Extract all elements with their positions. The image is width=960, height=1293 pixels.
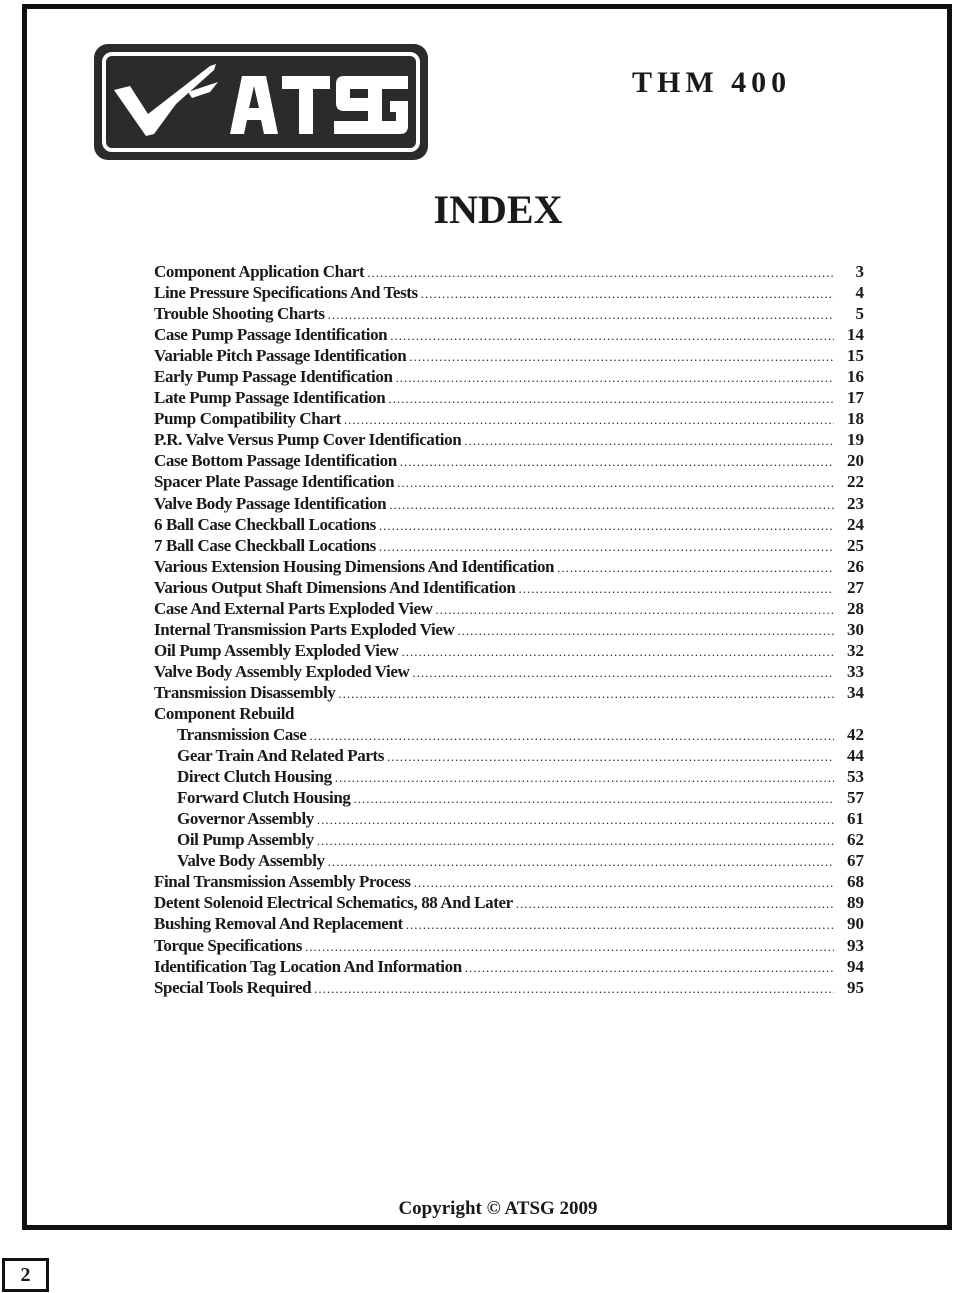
toc-entry-title: Case And External Parts Exploded View [154, 598, 433, 618]
toc-entry-page: 28 [847, 598, 864, 618]
toc-entry[interactable] [154, 829, 864, 850]
toc-entry-title: Detent Solenoid Electrical Schematics, 88 And Later [154, 893, 513, 913]
toc-dot-leader [338, 683, 834, 704]
toc-dot-leader [557, 557, 834, 578]
toc-entry-page: 25 [847, 535, 864, 555]
toc-entry-title: Internal Transmission Parts Exploded View [154, 619, 455, 639]
toc-dot-leader [397, 472, 834, 493]
toc-dot-leader [328, 851, 834, 872]
toc-dot-leader [379, 515, 834, 536]
toc-entry-title: Bushing Removal And Replacement [154, 914, 403, 934]
toc-entry[interactable] [154, 556, 864, 577]
toc-entry-page: 61 [847, 809, 864, 829]
atsg-logo [92, 42, 430, 162]
toc-entry-page: 57 [847, 788, 864, 808]
toc-dot-leader [314, 978, 834, 999]
toc-entry-title: 7 Ball Case Checkball Locations [154, 535, 376, 555]
toc-entry-page: 3 [855, 262, 864, 281]
toc-dot-leader [421, 283, 834, 304]
toc-entry-title: Case Pump Passage Identification [154, 325, 388, 345]
toc-entry[interactable] [154, 450, 864, 471]
toc-entry[interactable] [154, 408, 864, 429]
toc-entry-title: 6 Ball Case Checkball Locations [154, 514, 376, 534]
toc-entry[interactable] [154, 703, 864, 724]
toc-entry[interactable] [154, 808, 864, 829]
toc-entry-title: Various Extension Housing Dimensions And Identification [154, 556, 555, 576]
toc-entry-page: 32 [847, 640, 864, 660]
toc-dot-leader [388, 388, 834, 409]
toc-entry[interactable] [154, 661, 864, 682]
toc-entry[interactable] [154, 619, 864, 640]
toc-entry[interactable] [154, 514, 864, 535]
toc-entry-title: Forward Clutch Housing [177, 788, 351, 808]
toc-entry[interactable] [154, 850, 864, 871]
toc-entry-title: Transmission Case [177, 725, 307, 745]
toc-entry-page: 30 [847, 619, 864, 639]
toc-entry[interactable] [154, 766, 864, 787]
toc-entry-title: P.R. Valve Versus Pump Cover Identification [154, 430, 462, 450]
toc-entry-title: Trouble Shooting Charts [154, 304, 325, 324]
toc-entry-page: 68 [847, 872, 864, 892]
toc-entry-title: Oil Pump Assembly [177, 830, 314, 850]
toc-entry-page: 22 [847, 472, 864, 492]
toc-dot-leader [328, 304, 834, 325]
toc-entry-page: 5 [855, 304, 864, 324]
toc-entry-title: Variable Pitch Passage Identification [154, 346, 407, 366]
toc-dot-leader [519, 578, 835, 599]
toc-dot-leader [317, 809, 834, 830]
toc-entry-page: 26 [847, 556, 864, 576]
toc-dot-leader [402, 641, 834, 662]
toc-entry[interactable] [154, 387, 864, 408]
toc-entry[interactable] [154, 640, 864, 661]
toc-entry-title: Oil Pump Assembly Exploded View [154, 640, 399, 660]
toc-entry-title: Transmission Disassembly [154, 682, 336, 702]
toc-entry-page: 19 [847, 430, 864, 450]
toc-entry[interactable] [154, 471, 864, 492]
toc-entry-page: 16 [847, 367, 864, 387]
toc-entry[interactable] [154, 535, 864, 556]
toc-entry-title: Pump Compatibility Chart [154, 409, 341, 429]
toc-dot-leader [435, 599, 834, 620]
toc-entry-page: 23 [847, 493, 864, 513]
toc-dot-leader [396, 367, 835, 388]
toc-entry-page: 95 [847, 977, 864, 997]
toc-entry-title: Special Tools Required [154, 977, 312, 997]
toc-entry[interactable] [154, 493, 864, 514]
toc-entry[interactable] [154, 598, 864, 619]
toc-dot-leader [406, 914, 834, 935]
toc-entry-page: 93 [847, 935, 864, 955]
toc-dot-leader [390, 325, 834, 346]
toc-entry-title: Governor Assembly [177, 809, 314, 829]
toc-dot-leader [414, 872, 834, 893]
toc-entry-page: 62 [847, 830, 864, 850]
toc-entry[interactable] [154, 871, 864, 892]
toc-entry[interactable] [154, 324, 864, 345]
toc-entry-page: 53 [847, 767, 864, 787]
toc-entry[interactable] [154, 745, 864, 766]
toc-dot-leader [305, 936, 834, 957]
toc-dot-leader [335, 767, 834, 788]
toc-dot-leader [387, 746, 834, 767]
toc-entry-page: 33 [847, 661, 864, 681]
toc-entry-page: 17 [847, 388, 864, 408]
toc-entry[interactable] [154, 724, 864, 745]
toc-dot-leader [309, 725, 834, 746]
toc-entry-page: 42 [847, 725, 864, 745]
toc-entry-page: 90 [847, 914, 864, 934]
toc-entry-title: Torque Specifications [154, 935, 302, 955]
toc-entry-title: Spacer Plate Passage Identification [154, 472, 395, 492]
toc-entry-page: 15 [847, 346, 864, 366]
toc-entry-title: Component Application Chart [154, 262, 365, 281]
toc-entry[interactable] [154, 977, 864, 998]
index-heading: INDEX [433, 187, 563, 232]
toc-entry[interactable] [154, 787, 864, 808]
toc-entry-page: 20 [847, 451, 864, 471]
toc-entry-page: 44 [847, 746, 864, 766]
toc-entry-title: Final Transmission Assembly Process [154, 872, 411, 892]
toc-dot-leader [465, 957, 834, 978]
toc-entry-page: 4 [855, 283, 864, 303]
toc-entry-page: 24 [847, 514, 864, 534]
toc-dot-leader [317, 830, 834, 851]
toc-entry[interactable] [154, 892, 864, 913]
toc-entry-page: 14 [847, 325, 864, 345]
toc-entry-page: 18 [847, 409, 864, 429]
toc-entry-title: Identification Tag Location And Information [154, 956, 462, 976]
toc-entry-page: 94 [847, 956, 864, 976]
toc-dot-leader [379, 536, 834, 557]
toc-dot-leader [412, 662, 834, 683]
toc-entry[interactable] [154, 935, 864, 956]
toc-entry-title: Valve Body Assembly [177, 851, 325, 871]
toc-entry-title: Component Rebuild [154, 703, 295, 723]
toc-dot-leader [464, 430, 834, 451]
toc-entry[interactable] [154, 913, 864, 934]
toc-entry-title: Late Pump Passage Identification [154, 388, 386, 408]
toc-entry[interactable] [154, 366, 864, 387]
toc-entry-title: Valve Body Passage Identification [154, 493, 387, 513]
document-title: THM 400 [632, 66, 792, 99]
toc-entry[interactable] [154, 577, 864, 598]
toc-entry[interactable] [154, 956, 864, 977]
toc-entry-page: 27 [847, 577, 864, 597]
toc-entry-title: Valve Body Assembly Exploded View [154, 661, 410, 681]
toc-entry[interactable] [154, 429, 864, 450]
copyright-notice: Copyright © ATSG 2009 [398, 1198, 598, 1219]
toc-dot-leader [344, 409, 834, 430]
toc-entry-title: Case Bottom Passage Identification [154, 451, 397, 471]
toc-entry-title: Line Pressure Specifications And Tests [154, 283, 418, 303]
toc-entry[interactable] [154, 682, 864, 703]
toc-entry-title: Gear Train And Related Parts [177, 746, 384, 766]
toc-entry-page: 67 [847, 851, 864, 871]
toc-entry[interactable] [154, 282, 864, 303]
toc-entry[interactable] [154, 345, 864, 366]
toc-entry-title: Early Pump Passage Identification [154, 367, 393, 387]
toc-dot-leader [389, 494, 834, 515]
toc-dot-leader [400, 451, 834, 472]
toc-dot-leader [354, 788, 835, 809]
toc-entry-page: 89 [847, 893, 864, 913]
page-number: 2 [2, 1258, 49, 1292]
toc-entry[interactable] [154, 303, 864, 324]
toc-entry-page: 34 [847, 682, 864, 702]
table-of-contents [154, 261, 864, 998]
toc-entry-title: Various Output Shaft Dimensions And Identification [154, 577, 516, 597]
toc-entry-title: Direct Clutch Housing [177, 767, 332, 787]
toc-dot-leader [516, 893, 834, 914]
toc-dot-leader [409, 346, 834, 367]
toc-dot-leader [457, 620, 834, 641]
toc-entry[interactable] [154, 261, 864, 282]
toc-dot-leader [367, 262, 834, 283]
